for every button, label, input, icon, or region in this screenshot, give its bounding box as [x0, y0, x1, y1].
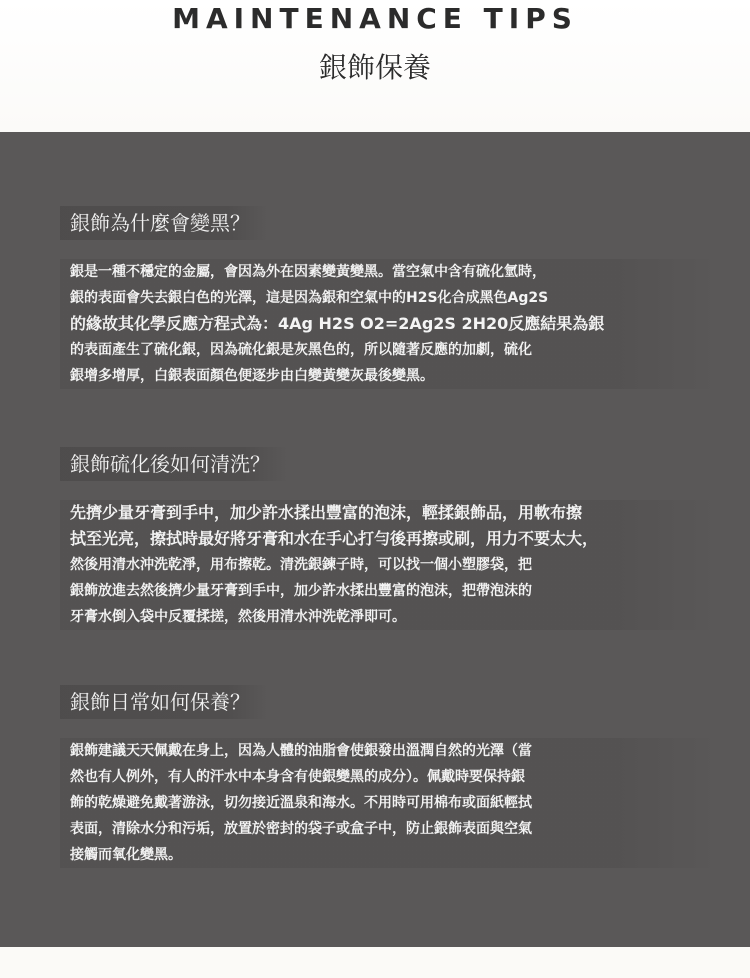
paragraph-line: 然也有人例外，有人的汗水中本身含有使銀變黑的成分）。佩戴時要保持銀: [70, 769, 525, 785]
paragraph-line: 表面，清除水分和污垢，放置於密封的袋子或盒子中，防止銀飾表面與空氣: [70, 821, 532, 837]
paragraph-line: 牙膏水倒入袋中反覆揉搓，然後用清水沖洗乾淨即可。: [70, 609, 406, 625]
paragraph-line: 銀飾建議天天佩戴在身上，因為人體的油脂會使銀發出溫潤自然的光澤（當: [70, 743, 532, 759]
section-body-daily-care: [60, 738, 720, 868]
section-title-cleaning: 銀飾硫化後如何清洗？: [60, 447, 288, 481]
paragraph-line: 的緣故其化學反應方程式為：4Ag H2S O2=2Ag2S 2H20反應結果為銀: [70, 314, 605, 333]
section-body-why-silver-darkens: [60, 259, 720, 389]
paragraph-line: 的表面產生了硫化銀，因為硫化銀是灰黑色的，所以隨著反應的加劇，硫化: [70, 342, 532, 358]
paragraph-line: 先擠少量牙膏到手中，加少許水揉出豐富的泡沫，輕揉銀飾品，用軟布擦: [70, 503, 583, 522]
paragraph-line: 接觸而氧化變黑。: [70, 847, 182, 863]
paragraph-line: 銀是一種不穩定的金屬，會因為外在因素變黃變黑。當空氣中含有硫化氫時，: [70, 264, 546, 280]
paragraph-line: 拭至光亮，擦拭時最好將牙膏和水在手心打勻後再擦或刷，用力不要太大，: [70, 529, 599, 548]
section-body-cleaning: [60, 500, 720, 630]
paragraph-line: 銀的表面會失去銀白色的光澤，這是因為銀和空氣中的H2S化合成黑色Ag2S: [70, 290, 549, 306]
paragraph-line: 飾的乾燥避免戴著游泳，切勿接近溫泉和海水。不用時可用棉布或面紙輕拭: [70, 795, 532, 811]
page-title-english: MAINTENANCE TIPS: [172, 2, 578, 35]
paragraph-line: 銀飾放進去然後擠少量牙膏到手中，加少許水揉出豐富的泡沫，把帶泡沫的: [70, 583, 532, 599]
page-header: [0, 0, 750, 132]
section-title-why-silver-darkens: 銀飾為什麼會變黑？: [60, 206, 268, 240]
paragraph-line: 然後用清水沖洗乾淨，用布擦乾。清洗銀鍊子時，可以找一個小塑膠袋，把: [70, 557, 532, 573]
page-title-chinese: 銀飾保養: [318, 51, 431, 84]
paragraph-line: 銀增多增厚，白銀表面顏色便逐步由白變黃變灰最後變黑。: [70, 368, 434, 384]
section-title-daily-care: 銀飾日常如何保養？: [60, 685, 268, 719]
page-footer: [0, 947, 750, 978]
